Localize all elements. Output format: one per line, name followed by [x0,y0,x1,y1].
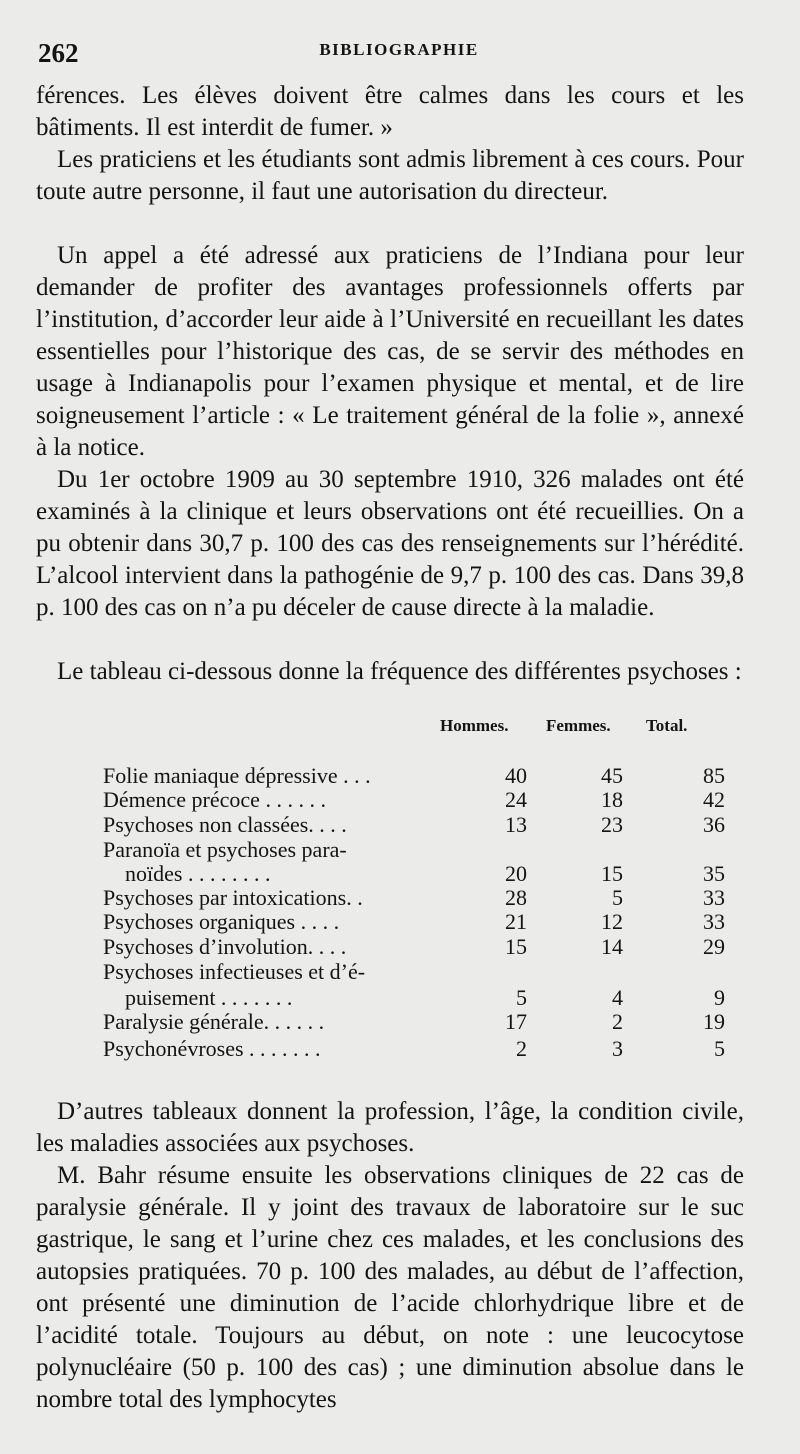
cell-femmes: 12 [601,909,623,934]
cell-hommes: 5 [516,985,527,1010]
row-label: noïdes . . . . . . . . [125,861,271,886]
column-header-total: Total. [646,716,688,735]
paragraph-paralysis-findings: M. Bahr résume ensuite les observations cliniques de 22 cas de paralysie générale. Il y joint des travaux de laboratoire sur le suc gastrique, le sang et l’urine chez ces malades, et les conclusions des autopsies pratiquées. 70 p. 100 des malades, au début de l’affection, ont présenté une diminution de l’acide chlorhydrique libre et de l’acidité totale. Toujours au début, on note : une leucocytose polynucléaire (50 p. 100 des cas) ; une diminution absolue dans le nombre total des lymphocytes [36,1162,744,1413]
table-row [103,788,743,812]
row-label: Psychoses organiques . . . . [103,909,340,934]
row-label: Psychonévroses . . . . . . . [103,1036,321,1061]
cell-femmes: 23 [601,812,623,837]
cell-total: 35 [703,861,725,886]
table-row [103,886,743,910]
cell-total: 42 [703,787,725,812]
row-label: Folie maniaque dépressive . . . [103,763,371,788]
paragraph-statistics: Du 1er octobre 1909 au 30 septembre 1910, 326 malades ont été examinés à la clinique et leurs observations ont été recueillies. On a pu obtenir dans 30,7 p. 100 des cas des renseignements sur l’hérédité. L’alcool intervient dans la pathogénie de 9,7 p. 100 des cas. Dans 39,8 p. 100 des cas on n’a pu déceler de cause directe à la maladie. [36,466,744,621]
cell-hommes: 2 [516,1036,527,1061]
running-head: BIBLIOGRAPHIE [319,40,479,59]
cell-total: 33 [703,909,725,934]
cell-femmes: 45 [601,763,623,788]
table-row [103,813,743,837]
cell-total: 33 [703,885,725,910]
cell-femmes: 4 [612,985,623,1010]
cell-hommes: 15 [505,934,527,959]
row-label: Paranoïa et psychoses para- [103,837,347,862]
cell-total: 9 [714,985,725,1010]
row-label: Psychoses d’involution. . . . [103,934,347,959]
cell-hommes: 24 [505,787,527,812]
row-label: Psychoses non classées. . . . [103,812,347,837]
paragraph-admission: Les praticiens et les étudiants sont admis librement à ces cours. Pour toute autre personne, il faut une autorisation du directeur. [36,146,744,205]
table-row [103,838,743,862]
table-row [103,862,743,886]
cell-total: 19 [703,1009,725,1034]
cell-hommes: 13 [505,812,527,837]
table-row [103,764,743,788]
column-header-femmes: Femmes. [546,716,611,735]
row-label: Paralysie générale. . . . . . [103,1009,325,1034]
cell-femmes: 5 [612,885,623,910]
table-row [103,910,743,934]
cell-hommes: 17 [505,1009,527,1034]
cell-femmes: 3 [612,1036,623,1061]
paragraph-continued: férences. Les élèves doivent être calmes dans les cours et les bâtiments. Il est interdit de fumer. » [36,82,744,141]
table-row [103,960,743,984]
row-label: puisement . . . . . . . [125,985,293,1010]
cell-hommes: 28 [505,885,527,910]
cell-femmes: 14 [601,934,623,959]
paragraph-appeal: Un appel a été adressé aux praticiens de l’Indiana pour leur demander de profiter des avantages professionnels offerts par l’institution, d’accorder leur aide à l’Université en recueillant les dates essentielles pour l’historique des cas, de se servir des méthodes en usage à Indianapolis pour l’examen physique et mental, et de lire soigneusement l’article : « Le traitement général de la folie », annexé à la notice. [36,242,744,461]
page-number: 262 [38,38,79,68]
table-row [103,935,743,959]
table-row [103,1010,743,1034]
paragraph-table-intro: Le tableau ci-dessous donne la fréquence des différentes psychoses : [57,658,742,685]
page-header [38,30,760,70]
column-header-hommes: Hommes. [440,716,509,735]
cell-hommes: 40 [505,763,527,788]
cell-hommes: 20 [505,861,527,886]
cell-total: 85 [703,763,725,788]
row-label: Psychoses infectieuses et d’é- [103,959,366,984]
cell-total: 29 [703,934,725,959]
cell-femmes: 2 [612,1009,623,1034]
table-header [440,716,730,740]
paragraph-other-tables: D’autres tableaux donnent la profession, l’âge, la condition civile, les maladies associées aux psychoses. [36,1098,744,1157]
cell-hommes: 21 [505,909,527,934]
cell-total: 36 [703,812,725,837]
cell-femmes: 15 [601,861,623,886]
cell-total: 5 [714,1036,725,1061]
row-label: Démence précoce . . . . . . [103,787,326,812]
table-row [103,1037,743,1061]
row-label: Psychoses par intoxications. . [103,885,363,910]
cell-femmes: 18 [601,787,623,812]
table-row [103,986,743,1010]
